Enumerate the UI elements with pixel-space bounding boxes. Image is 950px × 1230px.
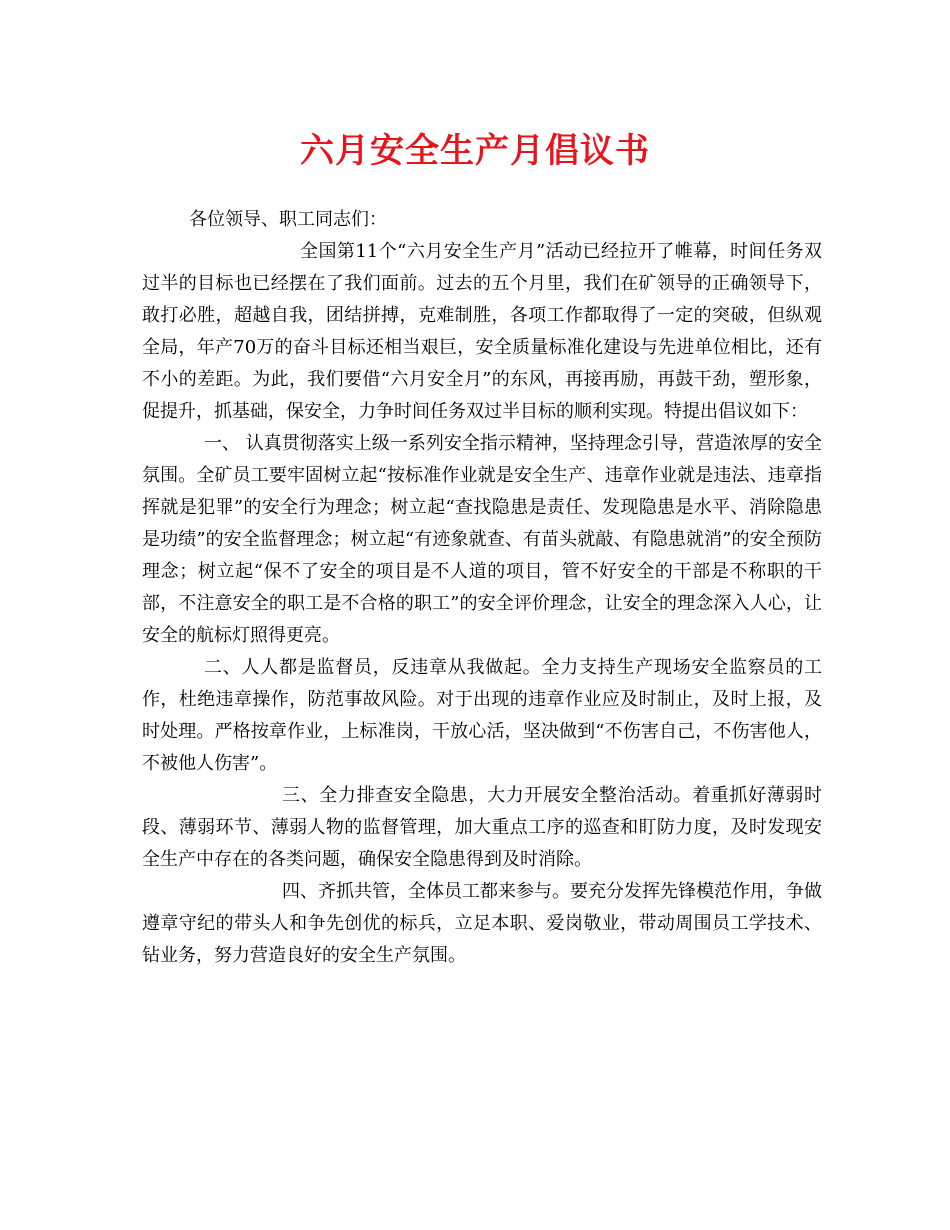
greeting-line: 各位领导、职工同志们： (189, 209, 387, 230)
document-body (142, 204, 822, 972)
proposal-item-3: 三、全力排查安全隐患，大力开展安全整治活动。着重抓好薄弱时段、薄弱环节、薄弱人物的监督管理，加大重点工序的巡查和盯防力度，及时发现安全生产中存在的各类问题，确保安全隐患得到及时消除。 (142, 785, 822, 870)
document-title: 六月安全生产月倡议书 (300, 131, 650, 171)
proposal-item-4: 四、齐抓共管，全体员工都来参与。要充分发挥先锋模范作用，争做遵章守纪的带头人和争先创优的标兵，立足本职、爱岗敬业，带动周围员工学技术、钻业务，努力营造良好的安全生产氛围。 (142, 881, 822, 966)
intro-paragraph: 全国第11个“六月安全生产月”活动已经拉开了帷幕，时间任务双过半的目标也已经摆在了我们面前。过去的五个月里，我们在矿领导的正确领导下，敢打必胜，超越自我，团结拼搏，克难制胜，各项工作都取得了一定的突破，但纵观全局，年产70万的奋斗目标还相当艰巨，安全质量标准化建设与先进单位相比，还有不小的差距。为此，我们要借“六月安全月”的东风，再接再励，再鼓干劲，塑形象，促提升，抓基础，保安全，力争时间任务双过半目标的顺利实现。特提出倡议如下： (142, 241, 822, 422)
proposal-item-1: 一、 认真贯彻落实上级一系列安全指示精神，坚持理念引导，营造浓厚的安全氛围。全矿员工要牢固树立起“按标准作业就是安全生产、违章作业就是违法、违章指挥就是犯罪”的安全行为理念；树立起“查找隐患是责任、发现隐患是水平、消除隐患是功绩”的安全监督理念；树立起“有迹象就查、有苗头就敲、有隐患就消”的安全预防理念；树立起“保不了安全的项目是不人道的项目，管不好安全的干部是不称职的干部，不注意安全的职工是不合格的职工”的安全评价理念，让安全的理念深入人心，让安全的航标灯照得更亮。 (142, 433, 822, 646)
proposal-item-2: 二、人人都是监督员，反违章从我做起。全力支持生产现场安全监察员的工作，杜绝违章操作，防范事故风险。对于出现的违章作业应及时制止，及时上报，及时处理。严格按章作业，上标准岗，干放心活，坚决做到“不伤害自己，不伤害他人，不被他人伤害”。 (142, 657, 822, 774)
